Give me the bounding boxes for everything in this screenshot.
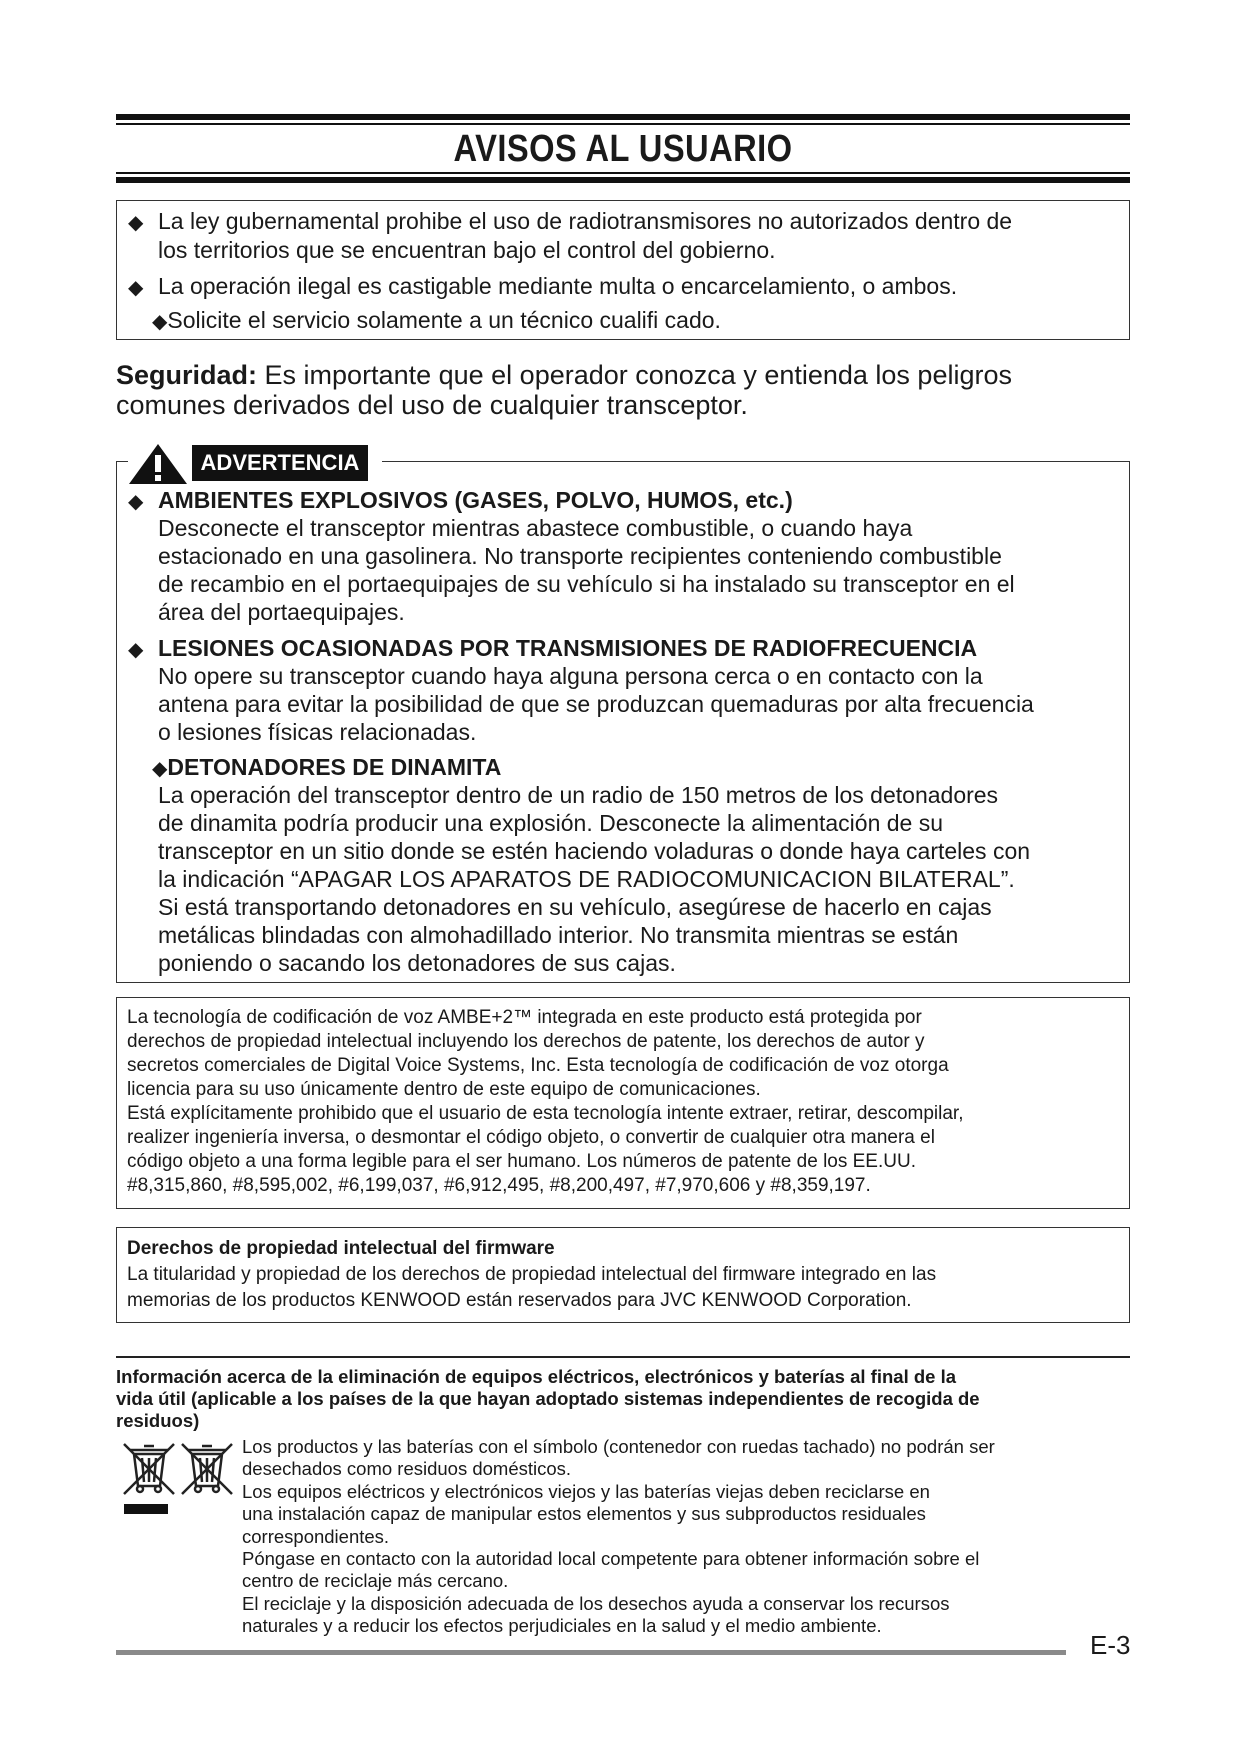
notice-item: ◆Solicite el servicio solamente a un técnico cualifi cado. bbox=[152, 307, 721, 333]
safety-paragraph: Seguridad: Es importante que el operador conozca y entienda los peligros comunes derivados del uso de cualquier transceptor. bbox=[116, 360, 1012, 420]
diamond-bullet-icon: ◆ bbox=[152, 311, 168, 333]
title-rule bbox=[116, 123, 1130, 125]
warning-section-head: ◆ LESIONES OCASIONADAS POR TRANSMISIONES DE RADIOFRECUENCIA bbox=[128, 634, 977, 664]
page-title: AVISOS AL USUARIO bbox=[453, 128, 793, 170]
diamond-bullet-icon: ◆ bbox=[128, 639, 144, 661]
footer-rule bbox=[116, 1650, 1066, 1655]
warning-badge bbox=[128, 443, 382, 481]
warning-triangle-icon bbox=[128, 443, 188, 485]
diamond-bullet-icon: ◆ bbox=[128, 277, 144, 299]
page-number: E-3 bbox=[1090, 1630, 1131, 1660]
notice-item: ◆ La ley gubernamental prohibe el uso de radiotransmisores no autorizados dentro de bbox=[128, 207, 1012, 237]
title-rule bbox=[116, 177, 1130, 183]
notice-item-cont: los territorios que se encuentran bajo el control del gobierno. bbox=[158, 237, 776, 263]
warning-label: ADVERTENCIA bbox=[192, 445, 368, 481]
title-rule bbox=[116, 172, 1130, 174]
crossed-bin-icon bbox=[120, 1440, 236, 1522]
warning-section-head: ◆DETONADORES DE DINAMITA bbox=[152, 754, 502, 780]
diamond-bullet-icon: ◆ bbox=[128, 212, 144, 234]
ambe-text: La tecnología de codificación de voz AMBE+2™ integrada en este producto está protegida por derechos de propiedad intelectual incluyendo los derechos de patente, los derechos de autor y secretos comerciales de Digital Voice Systems, Inc. Esta tecnología de codificación de voz otorga licencia para su uso únicamente dentro de este equipo de comunicaciones. Está explícitamente prohibido que el usuario de esta tecnología intente extraer, retirar, descompilar, realizer ingeniería inversa, o desmontar el código objeto, o convertir de cualquier otra manera el código objeto a una forma legible para el ser humano. Los números de patente de los EE.UU. #8,315,860, #8,595,002, #6,199,037, #6,912,495, #8,200,497, #7,970,606 y #8,359,197. bbox=[127, 1007, 964, 1196]
warning-section-text: La operación del transceptor dentro de un radio de 150 metros de los detonadores de dinamita podría producir una explosión. Desconecte la alimentación de su transceptor en un sitio donde se estén haciendo voladuras o donde haya carteles con la indicación “APAGAR LOS APARATOS DE RADIOCOMUNICACION BILATERAL”. Si está transportando detonadores en su vehículo, asegúrese de hacerlo en cajas metálicas blindadas con almohadillado interior. No transmita mientras se están poniendo o sacando los detonadores de sus cajas. bbox=[158, 782, 1031, 976]
warning-section-text: No opere su transceptor cuando haya alguna persona cerca o en contacto con la antena para evitar la posibilidad de que se produzcan quemaduras por alta frecuencia o lesiones físicas relacionadas. bbox=[158, 663, 1034, 745]
diamond-bullet-icon: ◆ bbox=[152, 758, 168, 780]
disposal-heading: Información acerca de la eliminación de equipos eléctricos, electrónicos y baterías al final de la vida útil (aplicable a los países de la que hayan adoptado sistemas independientes de recogida de residuos) bbox=[116, 1366, 980, 1431]
warning-section-head: ◆ AMBIENTES EXPLOSIVOS (GASES, POLVO, HUMOS, etc.) bbox=[128, 486, 793, 516]
warning-section-text: Desconecte el transceptor mientras abastece combustible, o cuando haya estacionado en una gasolinera. No transporte recipientes conteniendo combustible de recambio en el portaequipajes de su vehículo si ha instalado su transceptor en el área del portaequipajes. bbox=[158, 515, 1015, 625]
notice-item: ◆ La operación ilegal es castigable mediante multa o encarcelamiento, o ambos. bbox=[128, 272, 957, 302]
diamond-bullet-icon: ◆ bbox=[128, 491, 144, 513]
title-rule bbox=[116, 114, 1130, 120]
section-divider bbox=[116, 1356, 1130, 1358]
disposal-text: Los productos y las baterías con el símbolo (contenedor con ruedas tachado) no podrán ser desechados como residuos domésticos. Los equipos eléctricos y electrónicos viejos y las baterías viejas deben reciclarse en una instalación capaz de manipular estos elementos y sus subproductos residuales correspondientes. Póngase en contacto con la autoridad local competente para obtener información sobre el centro de reciclaje más cercano. El reciclaje y la disposición adecuada de los desechos ayuda a conservar los recursos naturales y a reducir los efectos perjudiciales en la salud y el medio ambiente. bbox=[242, 1436, 995, 1637]
firmware-text: Derechos de propiedad intelectual del firmware La titularidad y propiedad de los derechos de propiedad intelectual del firmware integrado en las memorias de los productos KENWOOD están reservados para JVC KENWOOD Corporation. bbox=[127, 1238, 937, 1311]
